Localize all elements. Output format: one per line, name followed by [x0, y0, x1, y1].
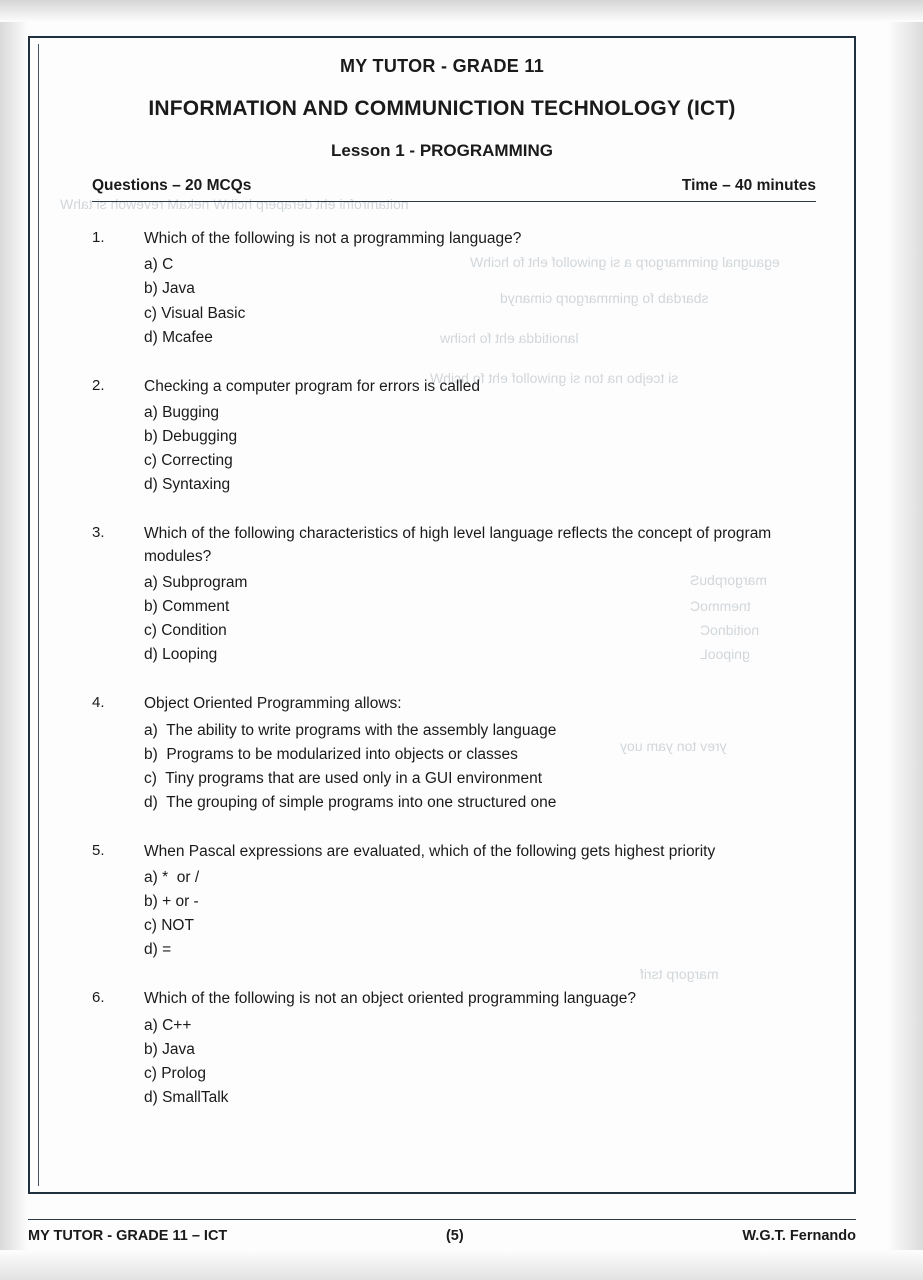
time-allowed-label: Time – 40 minutes: [681, 177, 816, 194]
question-text: Which of the following is not an object oriented programming language?: [144, 990, 636, 1008]
exam-sheet-inner-border: [38, 44, 848, 1186]
bleed-text: gnipooL: [700, 646, 750, 662]
bleed-text: margorpbuS: [690, 572, 768, 588]
question-text: Checking a computer program for errors is called: [144, 377, 480, 395]
bleed-text: yrev ton yam uoy: [620, 738, 727, 754]
option-a[interactable]: a) * or /: [144, 869, 200, 887]
scan-shadow-bottom: [0, 1250, 923, 1280]
option-c[interactable]: c) Correcting: [144, 452, 233, 470]
question-text: Which of the following characteristics of high level language reflects the concept of program modules?: [144, 525, 772, 565]
bleed-text: tnemmoC: [690, 598, 751, 614]
option-a[interactable]: a) The ability to write programs with the assembly language: [144, 721, 557, 739]
footer-author: W.G.T. Fernando: [742, 1228, 856, 1244]
option-a[interactable]: a) C: [144, 256, 174, 274]
subject-heading: INFORMATION AND COMMUNICTION TECHNOLOGY (ICT): [148, 97, 736, 120]
bleed-text: lanoitidda eht fo hcihw: [440, 330, 579, 346]
question-text: Which of the following is not a programming language?: [144, 230, 522, 247]
option-b[interactable]: b) Comment: [144, 598, 230, 616]
scan-shadow-right: [887, 0, 923, 1280]
option-d[interactable]: d) =: [144, 941, 172, 959]
bleed-text: margorp tsrif: [640, 966, 719, 982]
bleed-text: noitamrofni eht deraperp hcihW nekaM revewoh si tahW: [60, 196, 409, 212]
question-number: 1.: [92, 229, 105, 246]
option-b[interactable]: b) Programs to be modularized into objects or classes: [144, 745, 518, 763]
option-a[interactable]: a) Subprogram: [144, 574, 248, 591]
page-footer: [28, 1219, 856, 1244]
bleed-text: sbardab fo gnimmargorp cimanyd: [500, 290, 709, 306]
option-b[interactable]: b) Debugging: [144, 428, 238, 446]
option-c[interactable]: c) NOT: [144, 917, 194, 935]
option-c[interactable]: c) Prolog: [144, 1064, 207, 1082]
option-d[interactable]: d) Syntaxing: [144, 476, 231, 494]
question-number: 5.: [92, 841, 105, 859]
option-c[interactable]: c) Visual Basic: [144, 304, 246, 322]
lesson-heading: Lesson 1 - PROGRAMMING: [331, 141, 553, 160]
option-d[interactable]: d) Mcafee: [144, 328, 213, 346]
bleed-text: noitidnoC: [700, 622, 760, 638]
page-number: (5): [445, 1228, 464, 1244]
scan-shadow-top: [0, 0, 923, 22]
option-c[interactable]: c) Condition: [144, 622, 227, 640]
question-number: 2.: [92, 376, 105, 394]
question-number: 3.: [92, 524, 105, 542]
exam-sheet-border: [28, 36, 856, 1194]
question-number: 4.: [92, 694, 105, 712]
question-text: Object Oriented Programming allows:: [144, 695, 402, 713]
option-c[interactable]: c) Tiny programs that are used only in a GUI environment: [144, 769, 543, 787]
page-title: MY TUTOR - GRADE 11: [339, 56, 545, 76]
bleed-text: si tcejbo na ton si gniwollof eht fo hcihW: [430, 370, 679, 386]
option-d[interactable]: d) Looping: [144, 646, 218, 664]
option-d[interactable]: d) SmallTalk: [144, 1088, 229, 1106]
option-a[interactable]: a) C++: [144, 1016, 192, 1034]
questions-count-label: Questions – 20 MCQs: [92, 177, 252, 194]
bleed-text: egaugnal gnimmargorp a si gniwollof eht fo hcihW: [470, 254, 780, 270]
question-number: 6.: [92, 989, 105, 1007]
footer-course-label: MY TUTOR - GRADE 11 – ICT: [28, 1228, 228, 1244]
option-a[interactable]: a) Bugging: [144, 404, 219, 421]
question-text: When Pascal expressions are evaluated, which of the following gets highest priority: [144, 842, 716, 860]
option-b[interactable]: b) + or -: [144, 893, 199, 911]
option-b[interactable]: b) Java: [144, 280, 195, 298]
scan-shadow-left: [0, 0, 28, 1280]
option-d[interactable]: d) The grouping of simple programs into one structured one: [144, 793, 557, 811]
option-b[interactable]: b) Java: [144, 1040, 195, 1058]
